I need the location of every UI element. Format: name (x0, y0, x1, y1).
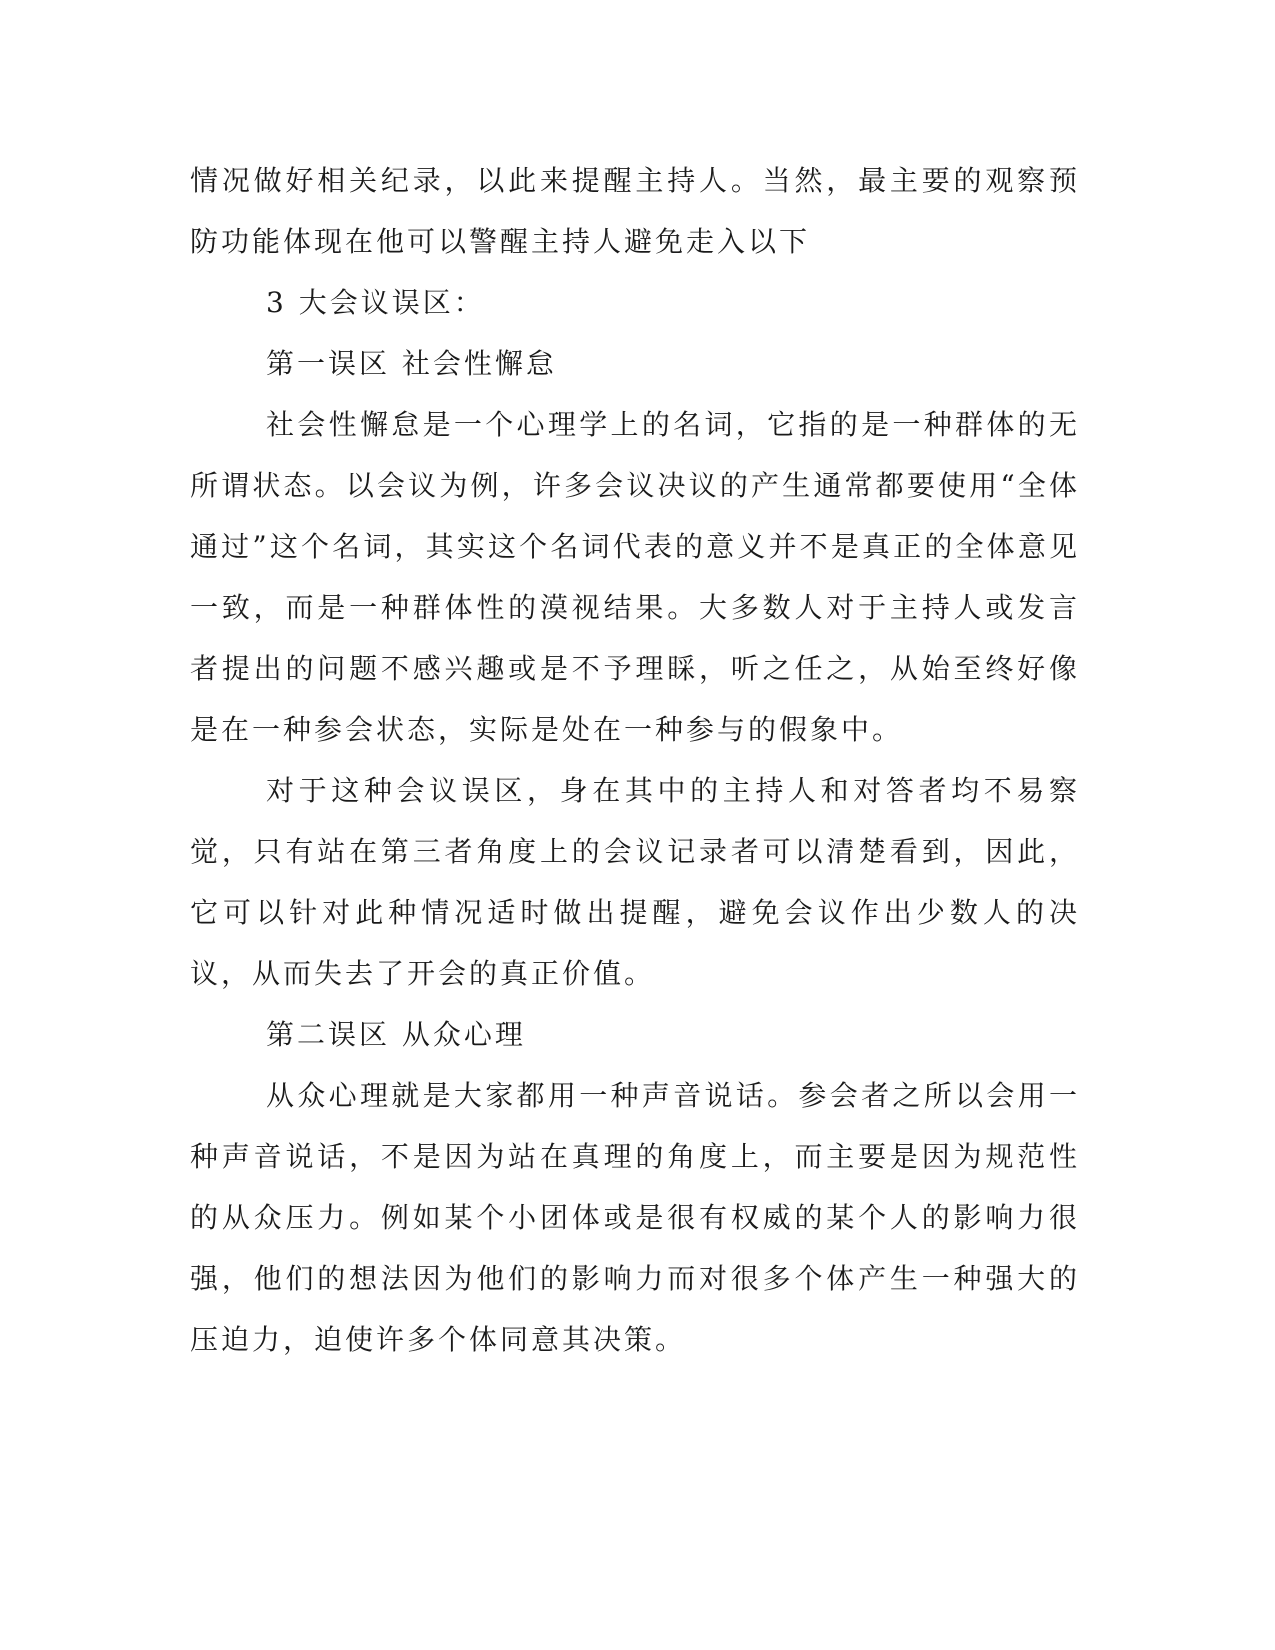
paragraph-intro: 情况做好相关纪录，以此来提醒主持人。当然，最主要的观察预防功能体现在他可以警醒主持人避免走入以下 (190, 164, 1080, 258)
paragraph-three-traps: 3 大会议误区： (266, 286, 485, 319)
paragraph-first-trap-body: 社会性懈怠是一个心理学上的名词，它指的是一种群体的无所谓状态。以会议为例，许多会议决议的产生通常都要使用“全体通过”这个名词，其实这个名词代表的意义并不是真正的全体意见一致，而是一种群体性的漠视结果。大多数人对于主持人或发言者提出的问题不感兴趣或是不予理睬，听之任之，从始至终好像是在一种参会状态，实际是处在一种参与的假象中。 (190, 408, 1080, 746)
paragraph-first-trap-note: 对于这种会议误区，身在其中的主持人和对答者均不易察觉，只有站在第三者角度上的会议记录者可以清楚看到，因此，它可以针对此种情况适时做出提醒，避免会议作出少数人的决议，从而失去了开会的真正价值。 (190, 774, 1080, 990)
heading-second-trap: 第二误区 从众心理 (266, 1018, 526, 1051)
paragraph-second-trap-body: 从众心理就是大家都用一种声音说话。参会者之所以会用一种声音说话，不是因为站在真理的角度上，而主要是因为规范性的从众压力。例如某个小团体或是很有权威的某个人的影响力很强，他们的想法因为他们的影响力而对很多个体产生一种强大的压迫力，迫使许多个体同意其决策。 (190, 1079, 1080, 1356)
heading-first-trap: 第一误区 社会性懈怠 (266, 347, 557, 380)
document-body (190, 150, 1080, 1370)
